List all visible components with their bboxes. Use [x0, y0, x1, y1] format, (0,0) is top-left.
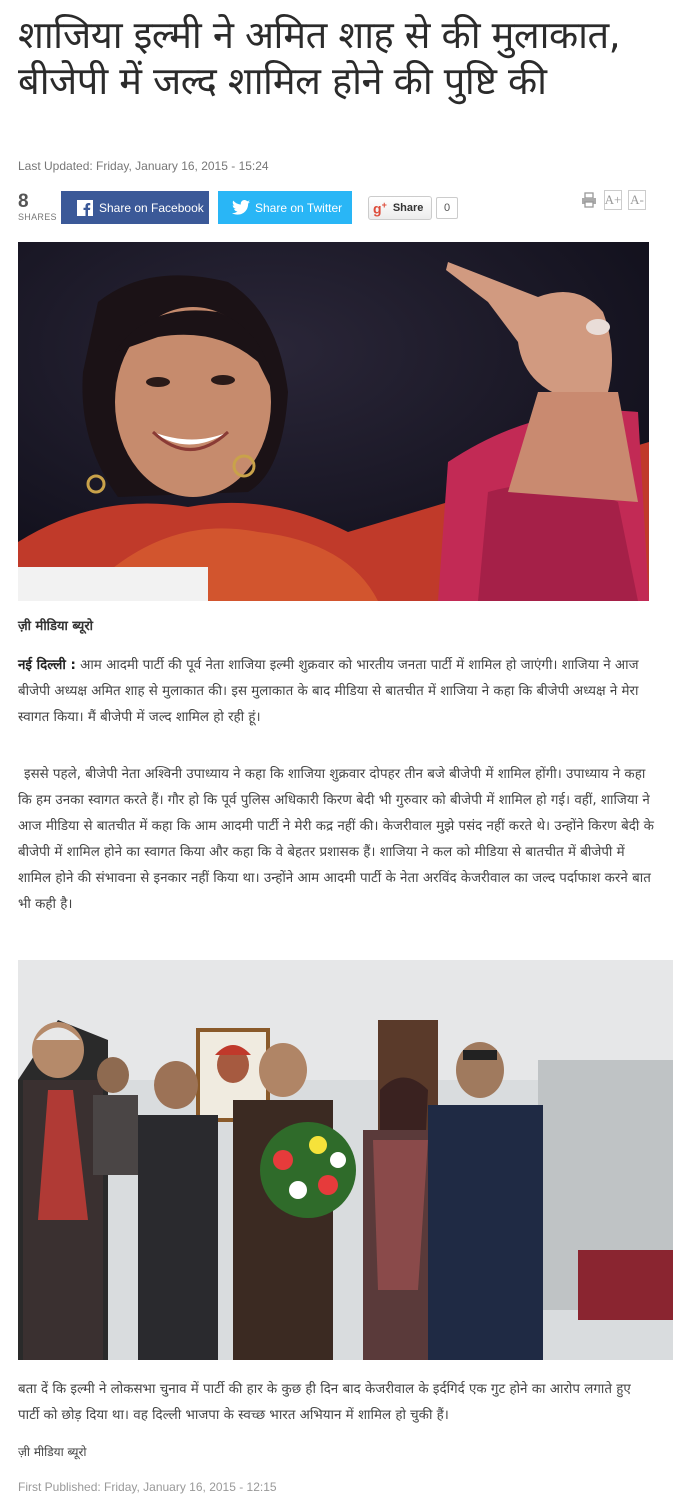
photo-group-bouquet: [18, 960, 673, 1360]
share-gplus-label: Share: [392, 202, 424, 214]
share-count: [18, 192, 58, 222]
share-twitter-button[interactable]: [218, 191, 352, 224]
share-facebook-label: Share on Facebook: [99, 200, 204, 215]
first-published: First Published: Friday, January 16, 2015 - 12:15: [18, 1480, 277, 1494]
facebook-icon: [76, 199, 94, 217]
twitter-bird-icon: [232, 199, 250, 217]
share-gplus-button[interactable]: [368, 196, 432, 220]
article-paragraph-1-text: आम आदमी पार्टी की पूर्व नेता शाजिया इल्मी शुक्रवार को भारतीय जनता पार्टी में शामिल हो जाएंगी। शाजिया ने आज बीजेपी अध्यक्ष अमित शाह से मुलाकात की। इस मुलाकात के बाद मीडिया से बातचीत में शाजिया ने कहा कि बीजेपी अध्यक्ष ने मेरा स्वागत किया। मैं बीजेपी में जल्द शामिल हो रही हूं।: [18, 658, 639, 725]
article-paragraph-3: बता दें कि इल्मी ने लोकसभा चुनाव में पार्टी की हार के कुछ ही दिन बाद केजरीवाल के इर्दगिर्द एक गुट होने का आरोप लगाते हुए पार्टी को छोड़ दिया था। वह दिल्ली भाजपा के स्वच्छ भारत अभियान में शामिल हो चुकी हैं।: [18, 1382, 631, 1423]
article-paragraph-1: [18, 653, 654, 731]
share-facebook-button[interactable]: [61, 191, 209, 224]
article-tools: [580, 190, 646, 210]
dateline-city: नई दिल्ली :: [18, 658, 76, 673]
font-decrease-button[interactable]: A-: [628, 190, 646, 210]
footer-byline: ज़ी मीडिया ब्यूरो: [18, 1445, 87, 1459]
google-plus-icon: g+: [373, 199, 387, 217]
gplus-count: 0: [436, 197, 458, 219]
share-count-label: SHARES: [18, 212, 57, 222]
article-paragraph-2: इससे पहले, बीजेपी नेता अश्विनी उपाध्याय ने कहा कि शाजिया शुक्रवार दोपहर तीन बजे बीजेपी में शामिल होंगी। उपाध्याय ने कहा कि हम उनका स्वागत करते हैं। गौर हो कि पूर्व पुलिस अधिकारी किरण बेदी भी गुरुवार को बीजेपी में शामिल हो गई। वहीं, शाजिया ने आज मीडिया से बातचीत में कहा कि आम आदमी पार्टी ने मेरी कद्र नहीं की। केजरीवाल मुझे पसंद नहीं करते थे। उन्होंने किरण बेदी के बीजेपी में शामिल होने का स्वागत किया और कहा कि वे बेहतर प्रशासक हैं। शाजिया ने कल को मीडिया से बातचीत में बीजेपी में शामिल होने की संभावना से इनकार नहीं किया था। उन्होंने आम आदमी पार्टी के नेता अरविंद केजरीवाल का जल्द पर्दाफाश करने बात भी कही है।: [18, 767, 654, 912]
last-updated: Last Updated: Friday, January 16, 2015 - 15:24: [18, 159, 269, 173]
byline: ज़ी मीडिया ब्यूरो: [18, 619, 94, 634]
share-twitter-label: Share on Twitter: [255, 200, 343, 215]
print-icon[interactable]: [580, 190, 598, 210]
photo-woman-pointing: [18, 242, 649, 601]
font-increase-button[interactable]: A+: [604, 190, 622, 210]
share-count-number: 8: [18, 191, 29, 212]
article-headline: शाजिया इल्मी ने अमित शाह से की मुलाकात, बीजेपी में जल्द शामिल होने की पुष्टि की: [18, 13, 621, 103]
